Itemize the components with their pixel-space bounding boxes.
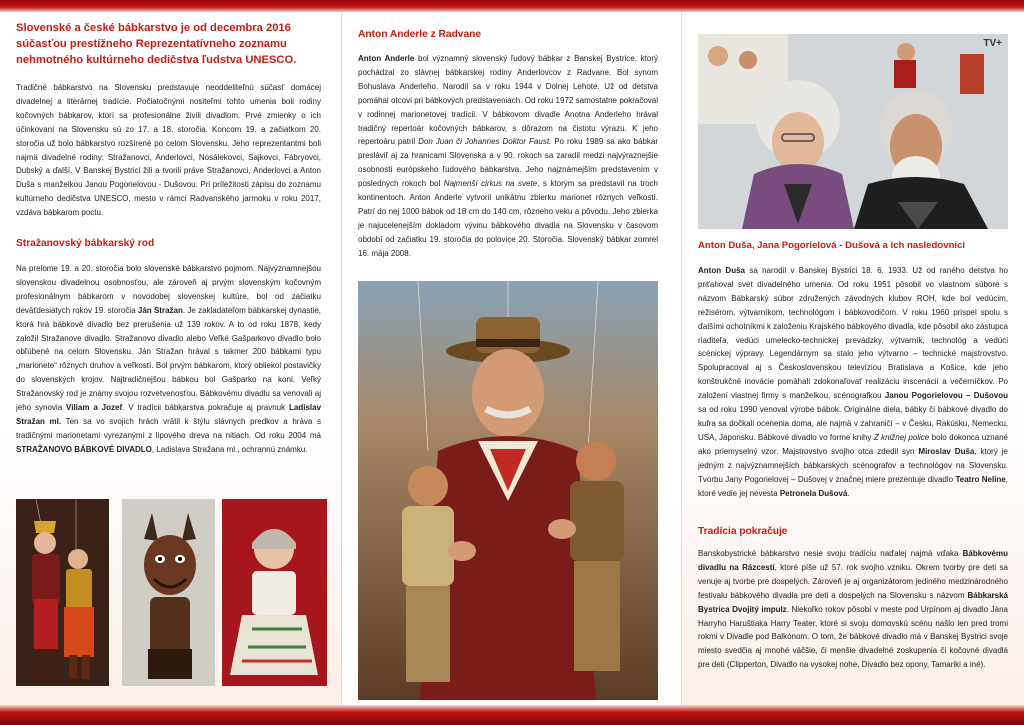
photo-devil-marionette — [122, 499, 215, 686]
tv-logo: TV+ — [983, 38, 1002, 49]
photo-anton-anderle-with-marionettes — [358, 281, 658, 700]
tradicia-paragraph: Banskobystrické bábkarstvo nesie svoju tradíciu naďalej najmä vďaka Bábkovému divadlu na Rázcestí, ktoré píše už 57. rok svojho vzniku. Okrem tvorby pre deti sa venuje aj tvorbe pre dospelých. Zároveň je aj organizátorom jediného medzinárodného festivalu bábkového divadla pre deti a dospelých na Slovensku s názvom Bábkarská Bystrica Dvojitý impulz. Niekoľko rokov pôsobí v meste pod Urpínom aj divadlo Jána Harryho Haruštiaka Harry Teater, ktoré si svoju domovskú scénu našlo len pred tromi rokmi v Divadle pod Balkónom. O tom, že bábkové divadlo má v Banskej Bystrici svoje miesto svedčia aj mnohé väčšie, či menšie divadelné zoskupenia či kočovné divadlá pre deti (Clipperton, Divadlo na vysokej nohe, Divadlo bez opony, Tamariki a iné). — [698, 549, 1009, 670]
strazan-heading: Stražanovský bábkarský rod — [16, 238, 155, 249]
intro-paragraph: Tradičné bábkarstvo na Slovensku predstavuje neoddeliteľnú súčasť domácej divadelnej a literárnej tradície. Počiatočnými nositeľmi tohto umenia boli rodiny kočovných bábkarov, ktorí sa profesionálne živili divadlom. Prvé zmienky o ich účinkovaní na Slovensku sú zo 17. a 18. storočia. Koncom 19. a začiatkom 20. storočia už bolo bábkarstvo rozšírené po celom Slovensku. Jeho reprezentantmi boli najmä divadelné rodiny: Stražanovci, Anderlovci, Nosálekovci, Sajkovci, Fábryovci, Dubský a ďalší. V Banskej Bystrici žili a tvorili práve Stražanovci, Anderlovci a Anton Duša s manželkou Janou Pogorielovou - Dušovou. Pri príležitosti zápisu do zoznamu kultúrneho dedičstva UNESCO, mesto v rámci Radvanského jarmoku v roku 2017, vzdáva bábkarom poctu. — [16, 83, 321, 218]
dusa-paragraph: Anton Duša sa narodil v Banskej Bystrici 18. 6. 1933. Už od raného detstva ho priťahoval svet divadelného umenia. Od roku 1951 pôsobil vo vlastnom súbore s názvom Bábkarský súbor združených závodných klubov ROH, kde bol vedúcim, režisérom, výtvarníkom, technológom i bábkovodičom. V roku 1960 prispel spolu s ďalšími ochotníkmi k založeniu Krajského bábkového divadla, kde pôsobil ako zástupca riaditeľa, vedúci umelecko-technickej prevádzky, výtvarník, technológ a vedúci scénickej výpravy. Legendárnym sa stalo jeho výtvarno – technické majstrovstvo. Spolupracoval aj s Československou televíziou Bratislava a Košice, kde jeho konštrukčné inovácie pomáhali zdokonaľovať realizáciu inscenácií a večerníčkov. Po založení vlastnej firmy s manželkou, scénografkou Janou Pogorielovou – Dušovou sa od roku 1990 venoval výrobe bábok. Originálne diela, bábky či bábkové divadlo do kufra sa dočkali ocenenia doma, ale najmä v zahraničí – v Česku, Rakúsku, Nemecku, USA, Japonsku. Bábkové divadlo vo forme knihy Z knižnej police bolo dokonca uznané ako priemyselný vzor. Majstrovstvo svojho otca zdedil syn Miroslav Duša, ktorý je jedným z najvýznamnejších bábkarských scénografov a technológov na Slovensku. Tvorbu Jany Pogorielovej – Dušovej v značnej miere prezentuje divadlo Teatro Neline, ktoré vedie jej nevesta Petronela Dušová. — [698, 266, 1009, 498]
top-decorative-band — [0, 0, 1024, 12]
anderle-heading: Anton Anderle z Radvane — [358, 29, 482, 40]
unesco-heading: Slovenské a české bábkarstvo je od decembra 2016 súčasťou prestížneho Reprezentatívneho zoznamu nehmotného kultúrneho dedičstva ľudstva UNESCO. — [16, 22, 297, 66]
photo-king-marionettes — [16, 499, 109, 686]
tradicia-heading: Tradícia pokračuje — [698, 526, 788, 537]
bottom-decorative-band — [0, 705, 1024, 725]
dusa-heading: Anton Duša, Jana Pogorielová - Dušová a ich nasledovníci — [698, 240, 966, 251]
strazan-paragraph: Na prelome 19. a 20. storočia bolo slovenské bábkarstvo pojmom. Najvýznamnejšou slovenskou divadelnou osobnosťou, ale zároveň aj prvým slovenským kočovným profesionálnym bábkarom v novodobej slovenskej kultúre, bol od začiatku deväťdesiatych rokov 19. storočia Ján Stražan. Je zakladateľom bábkarskej dynastie, ktorá hrá bábkové divadlo bez prerušenia už 139 rokov. A to od roku 1878, kedy založil Stražanove divadlo. Stražanovo divadlo alebo Veľké Gašparkovo divadlo bolo obľúbené na celom Slovensku. Ján Stražan hrával s takmer 200 bábkami typu „marionete“ rôznych druhov a veľkostí. Bol prvým bábkarom, ktorý obliekol postavičky do slovenských krojov. Najtradičnejšou bábkou bol Gašparko na koni. Veľký Stražanovský rod je známy svojou rozvetvenosťou. Bábkovému divadlu sa venovali aj jeho synovia Viliam a Jozef. V tradícii bábkarstva pokračuje aj pravnuk Ladislav Stražan ml. Ten sa vo svojich hrách vrátil k štýlu slávnych predkov a hráva s tradičnými marionetami vyrezanými z lipového dreva na nitiach. Od roku 2004 má STRAŽANOVO BÁBKOVÉ DIVADLO, Ladislava Stražana ml., ochrannú známku. — [16, 264, 322, 454]
photo-dusa-couple — [698, 34, 1008, 229]
anderle-paragraph: Anton Anderle bol významný slovenský ľudový bábkar z Banskej Bystrice, ktorý pochádzal zo slávnej bábkarskej rodiny Anderlovcov z Radvane. Bol synom Bohuslava Anderleho. Narodil sa v roku 1944 v Dolnej Lehote. Už od detstva pomáhal otcovi pri bábkových predstaveniach. Od roku 1972 samostatne pokračoval v rodinnej marionetovej tradícii. V bábkovom divadle Anotna Anderleho hrával tradičný repertoár kočovných bábkarov, s dôrazom na čistotu výrazu. K jeho repertoáru patril Don Juan či Johannes Doktor Faust. Po roku 1989 sa ako bábkar presláviľ aj za hranicami Slovenska a v 90. rokoch sa zaradil medzi najvýraznejšie osobnosti európskeho ľudového bábkarstva. Jeho najznámejším predstavením v posledných rokoch bol Najmenší cirkus na svete, s ktorým sa predstavil na troch kontinentoch. Anton Anderle vytvoril unikátnu zbierku marionet rôznych veľkostí. Patrí do nej 1000 bábok od 18 cm do 140 cm, rôzneho veku a pôvodu. Jeho zbierka je najucelenejším dokladom vývinu bábkového divadla na Slovensku v časovom období od začiatku 19. storočia do polovice 20. Storočia. Slovenský bábkar zomrel 16. mája 2008. — [358, 54, 659, 258]
photo-old-woman-marionette — [222, 499, 327, 686]
